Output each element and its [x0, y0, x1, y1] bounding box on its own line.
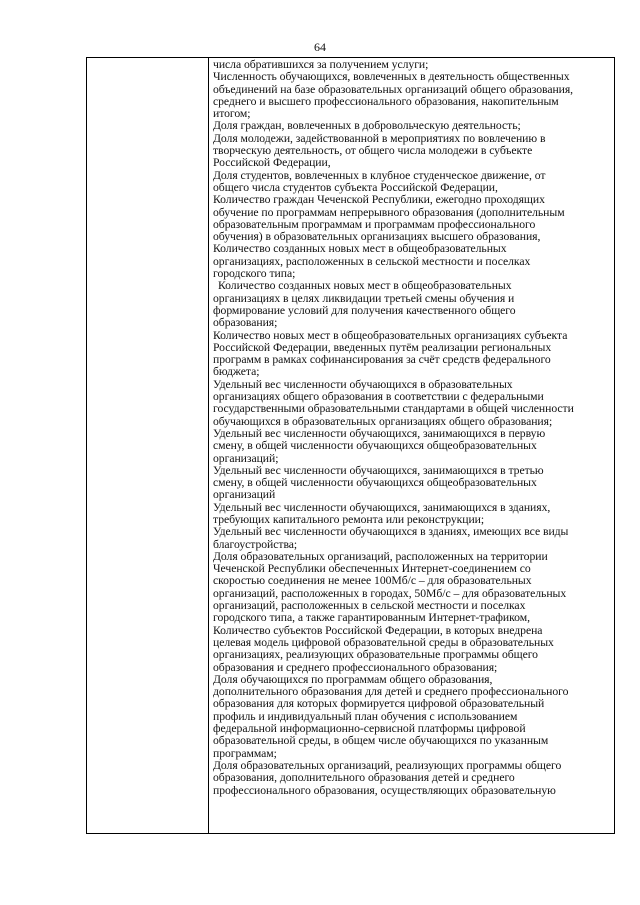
table-text-line: Количество созданных новых мест в общеобразовательных [218, 279, 512, 293]
table-text-line: федеральной информационно-сервисной платформы цифровой [213, 722, 526, 736]
table-text-line: Количество субъектов Российской Федерации, в которых внедрена [213, 623, 543, 637]
table-text-line: дополнительного образования для детей и среднего профессионального [213, 685, 569, 699]
table-text-line: Доля обучающихся по программам общего образования, [213, 672, 493, 686]
table-text-line: Количество созданных новых мест в общеобразовательных [213, 242, 507, 256]
table-text-line: объединений на базе образовательных организаций общего образования, [213, 82, 574, 96]
table-text-line: организациях общего образования в соответствии с федеральными [213, 390, 544, 404]
table-text-line: творческую деятельность, от общего числа молодежи в субъекте [213, 144, 533, 158]
table-text-line: организациях, расположенных в сельской местности и поселках [213, 254, 531, 268]
table-text-line: образования для которых формируется цифровой образовательный [213, 697, 545, 711]
table-text-line: Удельный вес численности обучающихся, занимающихся в третью [213, 463, 544, 477]
table-text-line: Доля граждан, вовлеченных в добровольческую деятельность; [213, 119, 521, 133]
table-indicators-cell [209, 58, 614, 833]
page-number: 64 [314, 40, 326, 54]
indicator-table [86, 57, 615, 834]
table-text-line: программ в рамках софинансирования за счёт средств федерального [213, 353, 551, 367]
table-text-line: благоустройства; [213, 537, 298, 551]
table-text-line: государственными образовательными стандартами в общей численности [213, 402, 574, 416]
table-text-line: профиль и индивидуальный план обучения с использованием [213, 709, 518, 723]
table-text-line: Удельный вес численности обучающихся в зданиях, имеющих все виды [213, 525, 569, 539]
table-text-line: числа обратившихся за получением услуги; [213, 58, 429, 71]
table-text-line: обучения) в образовательных организациях высшего образования, [213, 230, 541, 244]
table-text-line: обучение по программам непрерывного образования (дополнительным [213, 205, 565, 219]
table-text-line: образования и среднего профессионального образования; [213, 660, 498, 674]
table-text-line: Российской Федерации, [213, 156, 331, 170]
table-left-cell [87, 58, 209, 833]
table-text-line: обучающихся в образовательных организациях общего образования; [213, 414, 553, 428]
table-text-line: образования; [213, 316, 278, 330]
table-text-line: требующих капитального ремонта или реконструкции; [213, 512, 485, 526]
table-text-line: организаций [213, 488, 276, 502]
table-text-line: образовательной среды, в общем числе обучающихся по указанным [213, 734, 549, 748]
table-text-line: образования, дополнительного образования детей и среднего [213, 771, 515, 785]
table-text-line: Чеченской Республики обеспеченных Интернет-соединением со [213, 562, 531, 576]
table-text-line: организациях в целях ликвидации третьей смены обучения и [213, 291, 515, 305]
table-text-line: городского типа, а также гарантированным Интернет-трафиком, [213, 611, 530, 625]
table-text-line: организаций, расположенных в сельской местности и поселках [213, 599, 526, 613]
table-text-line: образовательным программам и программам профессионального [213, 217, 536, 231]
table-text-line: формирование условий для получения качественного общего [213, 303, 516, 317]
table-text-line: городского типа; [213, 267, 296, 281]
table-text-line: бюджета; [213, 365, 260, 379]
table-text-line: Российской Федерации, введенных путём реализации региональных [213, 340, 552, 354]
table-text-line: Количество граждан Чеченской Республики, ежегодно проходящих [213, 193, 545, 207]
table-text-line: смену, в общей численности обучающихся общеобразовательных [213, 476, 537, 490]
table-text-line: скоростью соединения не менее 100Мб/с – для образовательных [213, 574, 532, 588]
table-text-line: Доля образовательных организаций, расположенных на территории [213, 549, 548, 563]
table-text-line: итогом; [213, 107, 251, 121]
table-text-line: организаций; [213, 451, 279, 465]
table-text-line: организаций, расположенных в городах, 50Мб/с – для образовательных [213, 586, 567, 600]
table-text-line: программам; [213, 746, 277, 760]
table-text-line: Удельный вес численности обучающихся в образовательных [213, 377, 513, 391]
table-text-line: Доля молодежи, задействованной в мероприятиях по вовлечению в [213, 131, 546, 145]
table-text-line: Численность обучающихся, вовлеченных в деятельность общественных [213, 70, 570, 84]
table-text-line: среднего и высшего профессионального образования, накопительным [213, 94, 559, 108]
table-text-line: Доля студентов, вовлеченных в клубное студенческое движение, от [213, 168, 546, 182]
table-text-line: Удельный вес численности обучающихся, занимающихся в зданиях, [213, 500, 551, 514]
table-text-line: Количество новых мест в общеобразовательных организациях субъекта [213, 328, 568, 342]
table-text-line: Удельный вес численности обучающихся, занимающихся в первую [213, 426, 546, 440]
table-text-line: смену, в общей численности обучающихся общеобразовательных [213, 439, 537, 453]
table-text-line: профессионального образования, осуществляющих образовательную [213, 783, 556, 797]
table-text-line: общего числа студентов субъекта Российской Федерации, [213, 180, 498, 194]
table-text-line: Доля образовательных организаций, реализующих программы общего [213, 758, 562, 772]
table-text-line: целевая модель цифровой образовательной среды в образовательных [213, 635, 554, 649]
table-text-line: организациях, реализующих образовательные программы общего [213, 648, 538, 662]
